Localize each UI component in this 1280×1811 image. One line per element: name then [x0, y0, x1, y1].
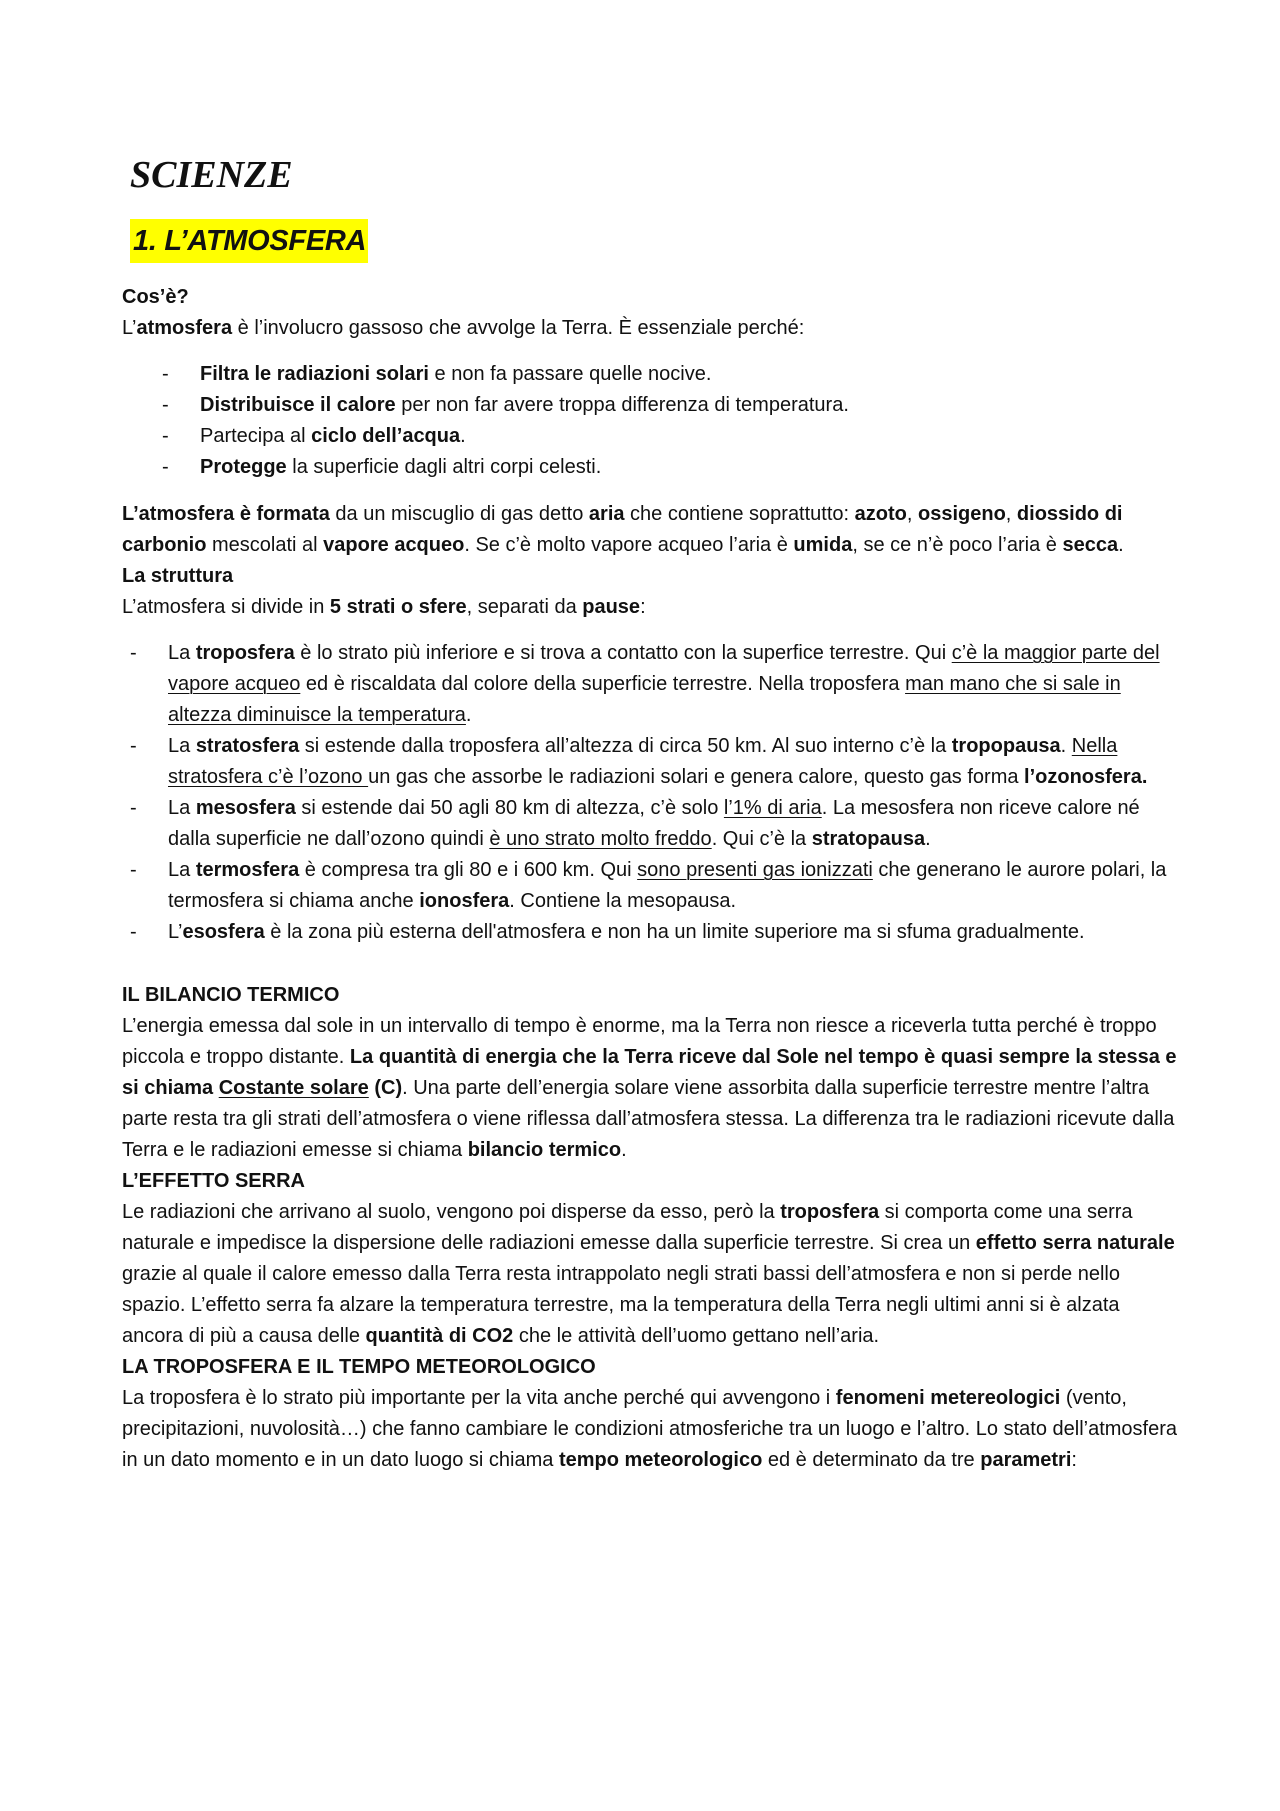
layer-item-troposfera: - La troposfera è lo strato più inferiore e si trova a contatto con la superfice terrestre. Qui c’è la maggior parte del vapore acqueo ed è riscaldata dal colore della superficie terrestre. Nella troposfera man mano che si sale in altezza diminuisce la temperatura. [122, 638, 1184, 731]
layers-list [122, 638, 1184, 948]
meteo-paragraph: La troposfera è lo strato più importante per la vita anche perché qui avvengono i fenomeni metereologici (vento, precipitazioni, nuvolosità…) che fanno cambiare le condizioni atmosferiche tra un luogo e l’altro. Lo stato dell’atmosfera in un dato momento e in un dato luogo si chiama tempo meteorologico ed è determinato da tre parametri: [122, 1387, 1178, 1471]
layer-item-esosfera: - L’esosfera è la zona più esterna dell'atmosfera e non ha un limite superiore ma si sfuma gradualmente. [122, 917, 1184, 948]
layer-item-termosfera: - La termosfera è compresa tra gli 80 e i 600 km. Qui sono presenti gas ionizzati che generano le aurore polari, la termosfera si chiama anche ionosfera. Contiene la mesopausa. [122, 855, 1184, 917]
section-heading-meteo: LA TROPOSFERA E IL TEMPO METEOROLOGICO [122, 1356, 596, 1378]
section-heading-structure: La struttura [122, 565, 234, 587]
section-heading-serra: L’EFFETTO SERRA [122, 1170, 305, 1192]
list-item: - Partecipa al ciclo dell’acqua. [122, 421, 1184, 452]
spacer [122, 948, 1184, 980]
structure-paragraph: L’atmosfera si divide in 5 strati o sfere, separati da pause: [122, 596, 646, 618]
functions-list [122, 359, 1184, 483]
serra-paragraph: Le radiazioni che arrivano al suolo, vengono poi disperse da esso, però la troposfera si comporta come una serra naturale e impedisce la dispersione delle radiazioni emesse dalla superficie terrestre. Si crea un effetto serra naturale grazie al quale il calore emesso dalla Terra resta intrappolato negli strati bassi dell’atmosfera e non si perde nello spazio. L’effetto serra fa alzare la temperatura terrestre, ma la temperatura della Terra negli ultimi anni si è alzata ancora di più a causa delle quantità di CO2 che le attività dell’uomo gettano nell’aria. [122, 1201, 1175, 1347]
section-heading-intro: Cos’è? [122, 286, 189, 308]
composition-paragraph: L’atmosfera è formata da un miscuglio di gas detto aria che contiene soprattutto: azoto, ossigeno, diossido di carbonio mescolati al vapore acqueo. Se c’è molto vapore acqueo l’aria è umida, se ce n’è poco l’aria è secca. [122, 503, 1124, 556]
layer-item-mesosfera: - La mesosfera si estende dai 50 agli 80 km di altezza, c’è solo l’1% di aria. La mesosfera non riceve calore né dalla superficie ne dall’ozono quindi è uno strato molto freddo. Qui c’è la stratopausa. [122, 793, 1184, 855]
list-item: - Filtra le radiazioni solari e non fa passare quelle nocive. [122, 359, 1184, 390]
chapter-title-highlighted: 1. L’ATMOSFERA [130, 219, 368, 263]
bilancio-paragraph: L’energia emessa dal sole in un intervallo di tempo è enorme, ma la Terra non riesce a riceverla tutta perché è troppo piccola e troppo distante. La quantità di energia che la Terra riceve dal Sole nel tempo è quasi sempre la stessa e si chiama Costante solare (C). Una parte dell’energia solare viene assorbita dalla superficie terrestre mentre l’altra parte resta tra gli strati dell’atmosfera o viene riflessa dall’atmosfera stessa. La differenza tra le radiazioni ricevute dalla Terra e le radiazioni emesse si chiama bilancio termico. [122, 1015, 1177, 1161]
document-content [122, 282, 1184, 1476]
section-heading-bilancio: IL BILANCIO TERMICO [122, 984, 340, 1006]
list-item: - Distribuisce il calore per non far avere troppa differenza di temperatura. [122, 390, 1184, 421]
intro-paragraph: L’atmosfera è l’involucro gassoso che avvolge la Terra. È essenziale perché: [122, 317, 805, 339]
layer-item-stratosfera: - La stratosfera si estende dalla troposfera all’altezza di circa 50 km. Al suo interno c’è la tropopausa. Nella stratosfera c’è l’ozono un gas che assorbe le radiazioni solari e genera calore, questo gas forma l’ozonosfera. [122, 731, 1184, 793]
subject-title: SCIENZE [130, 154, 293, 196]
list-item: - Protegge la superficie dagli altri corpi celesti. [122, 452, 1184, 483]
